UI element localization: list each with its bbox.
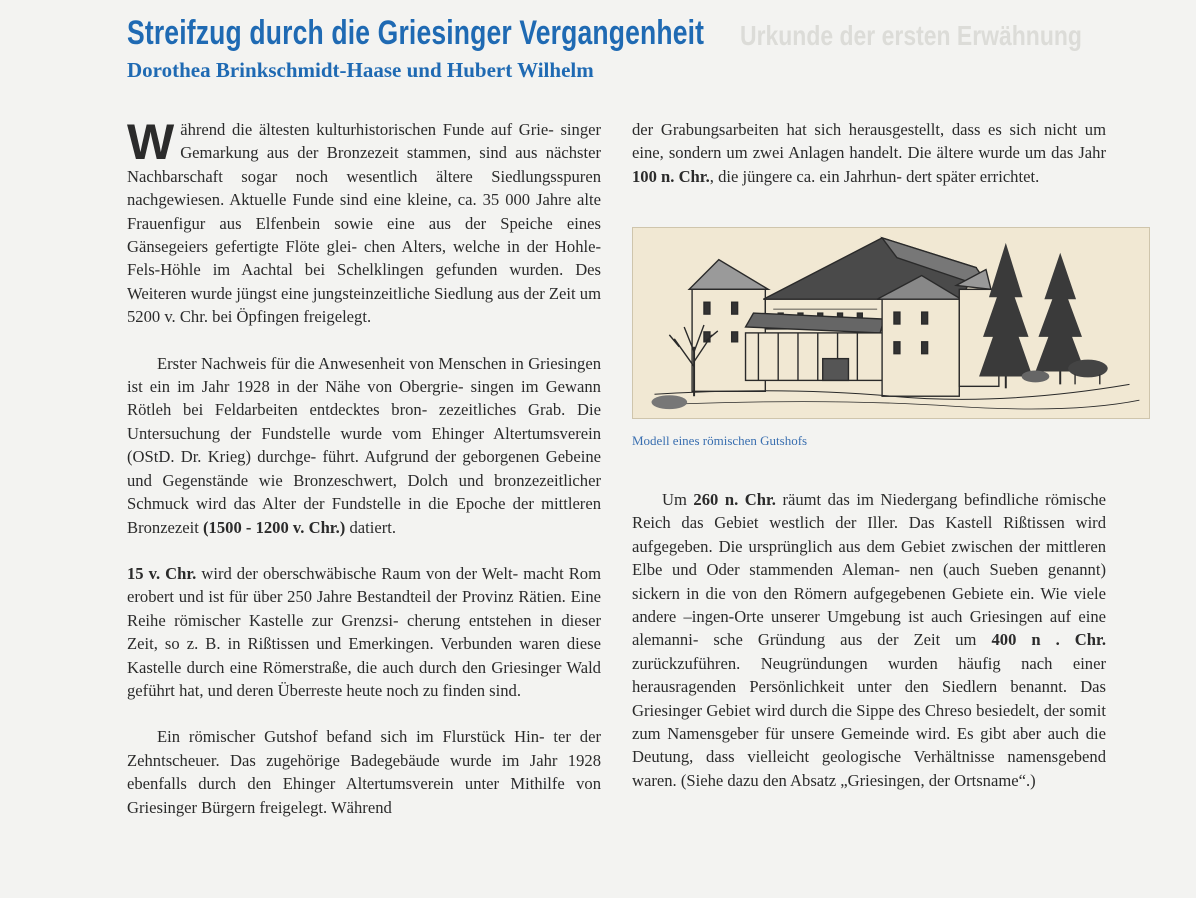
- text-line: Rißtissen wird aufgegeben. Die ursprünglich aus dem Gebiet: [632, 513, 1106, 556]
- text-line: Griesingen ist ein im Jahr 1928 in der Nähe von Obergrie-: [127, 353, 601, 397]
- text-line: wird das Alter der Fundstelle in die Epoche der mittleren: [195, 494, 601, 514]
- text-line: räumt das im Niedergang befindliche: [775, 490, 1039, 509]
- text-line: cherung entstehen in dieser Zeit, so z. B. in Rißtissen und: [127, 610, 601, 654]
- text-line: Römerstraße, die auch durch den Griesinger Wald geführt: [127, 657, 601, 700]
- date-highlight: 260 n. Chr.: [693, 490, 776, 509]
- text-line: Gebiet wird durch die Sippe des Chreso besiedelt, der somit: [706, 700, 1106, 720]
- text-line: ter der Zehntscheuer. Das zugehörige Badegebäude wurde: [127, 727, 601, 770]
- text-line: Siedlungsspuren nachgewiesen. Aktuelle Funde sind eine: [127, 166, 601, 210]
- right-column-top: [632, 118, 1106, 188]
- text-line: dert später errichtet.: [906, 166, 1040, 186]
- right-column-bottom: [632, 488, 1106, 792]
- text-line: aus nächster Nachbarschaft sogar noch wesentlich ältere: [127, 143, 601, 186]
- text-line: Um: [662, 490, 694, 509]
- paragraph-gutshof: [127, 725, 601, 819]
- text-line: zurückzuführen.: [632, 653, 741, 673]
- bleed-through-heading: Urkunde der ersten Erwähnung: [740, 20, 1082, 51]
- text-line: Ein römischer Gutshof befand sich im Flurstück Hin-: [157, 727, 545, 747]
- figure-caption: Modell eines römischen Gutshofs: [632, 433, 808, 448]
- text-line: im Jahr 1928 ebenfalls durch den Ehinger Altertumsverein: [127, 750, 601, 794]
- drop-cap: W: [127, 114, 175, 170]
- text-line: sche Gründung aus der Zeit um: [713, 630, 992, 650]
- text-line: eine aus der Speiche eines Gänsegeiers gefertigte Flöte glei-: [127, 213, 601, 257]
- paragraph-first-evidence: [127, 352, 601, 539]
- text-line: unserer Umgebung ist auch Griesingen auf eine alemanni-: [632, 607, 1106, 650]
- text-line: , die jüngere ca. ein Jahrhun-: [709, 166, 902, 186]
- paragraph-excavation: [632, 118, 1106, 188]
- date-highlight: (1500 - 1200 v. Chr.): [203, 517, 346, 537]
- text-line: der Ortsname“.): [928, 770, 1036, 790]
- text-line: namensgebend waren. (Siehe dazu den Absatz „Griesingen,: [632, 747, 1106, 790]
- text-line: Neugründungen wurden häufig nach einer herausragenden: [632, 653, 1106, 697]
- text-line: zum Namensgeber für unsere Gemeinde wird. Es gibt aber: [632, 724, 1042, 744]
- text-line: unter Mithilfe von Griesinger Bürgern freigelegt. Während: [127, 774, 602, 817]
- text-line: wird der oberschwäbische Raum von der Welt-: [196, 563, 519, 583]
- text-line: Emerkingen. Verbunden waren diese Kastelle durch eine: [127, 634, 601, 677]
- text-line: bei Öpfingen freigelegt.: [212, 307, 372, 327]
- text-line: wurde um das Jahr: [978, 143, 1106, 163]
- paragraph-roman-conquest: [127, 562, 601, 702]
- text-line: nen (auch Sueben genannt) sickern in die von den Römern: [632, 560, 1106, 603]
- date-highlight: 400 n . Chr.: [991, 630, 1106, 650]
- text-line: Provinz Rätien. Eine Reihe römischer Kastelle zur Grenzsi-: [127, 587, 601, 630]
- text-line: vom Ehinger Altertumsverein (OStD. Dr. Krieg) durchge-: [127, 423, 601, 467]
- figure-roman-villa: [632, 227, 1150, 419]
- text-line: Erster Nachweis für die Anwesenheit von Menschen in: [157, 353, 524, 373]
- text-line: macht Rom erobert und ist für über 250 Jahre Bestandteil der: [127, 563, 602, 607]
- text-line: aufgegebenen Gebiete ein. Wie viele andere –ingen-Orte: [632, 583, 1107, 627]
- page-title: Streifzug durch die Griesinger Vergangenheit: [127, 14, 705, 52]
- text-line: auch die Deutung, dass vielleicht geologische Verhältnisse: [632, 724, 1106, 767]
- text-line: nicht um eine, sondern um zwei Anlagen handelt. Die ältere: [632, 120, 1106, 163]
- text-line: wie Bronzeschwert, Dolch und bronzezeitlicher Schmuck: [127, 470, 601, 514]
- text-line: der Grabungsarbeiten hat sich herausgestellt, dass es sich: [632, 120, 1037, 139]
- text-line: singer Gemarkung aus der Bronzezeit stammen, sind: [180, 120, 602, 163]
- authors: Dorothea Brinkschmidt-Haase und Hubert Wilhelm: [127, 58, 594, 82]
- text-line: singen im Gewann Rötleh bei Feldarbeiten entdecktes bron-: [127, 377, 601, 420]
- text-line: kleine, ca. 35 000 Jahre alte Frauenfigur aus Elfenbein sowie: [127, 190, 602, 233]
- text-line: datiert.: [345, 517, 396, 537]
- text-line: Bronzezeit: [127, 517, 204, 537]
- text-line: römische Reich das Gebiet westlich der Iller. Das Kastell: [632, 490, 1106, 533]
- paragraph-intro: [127, 114, 602, 329]
- date-highlight: 100 n. Chr.: [632, 166, 710, 186]
- text-line: führt. Aufgrund der geborgenen Gebeine und Gegenstände: [127, 447, 601, 490]
- villa-drawing-image: [633, 228, 1149, 418]
- date-highlight: 15 v. Chr.: [127, 563, 197, 583]
- text-line: zezeitliches Grab. Die Untersuchung der Fundstelle wurde: [127, 400, 601, 443]
- text-line: ährend die ältesten kulturhistorischen Funde auf Grie-: [180, 120, 554, 139]
- text-line: chen Alters, welche in der Hohle-Fels-Höhle im Aachtal bei: [127, 237, 601, 280]
- text-line: hat, und deren Überreste heute noch zu finden sind.: [179, 680, 521, 700]
- text-line: eine jungsteinzeitliche Siedlung aus der Zeit um 5200 v. Chr.: [127, 283, 601, 327]
- paragraph-alemannen: [632, 488, 1106, 792]
- text-line: Schelklingen gefunden wurden. Des Weiteren wurde jüngst: [127, 260, 602, 303]
- text-line: zwischen der mittleren Elbe und Oder stammenden Aleman-: [632, 536, 1106, 580]
- text-line: Persönlichkeit unter den Siedlern benannt. Das Griesinger: [632, 677, 1106, 720]
- left-column: [127, 114, 602, 819]
